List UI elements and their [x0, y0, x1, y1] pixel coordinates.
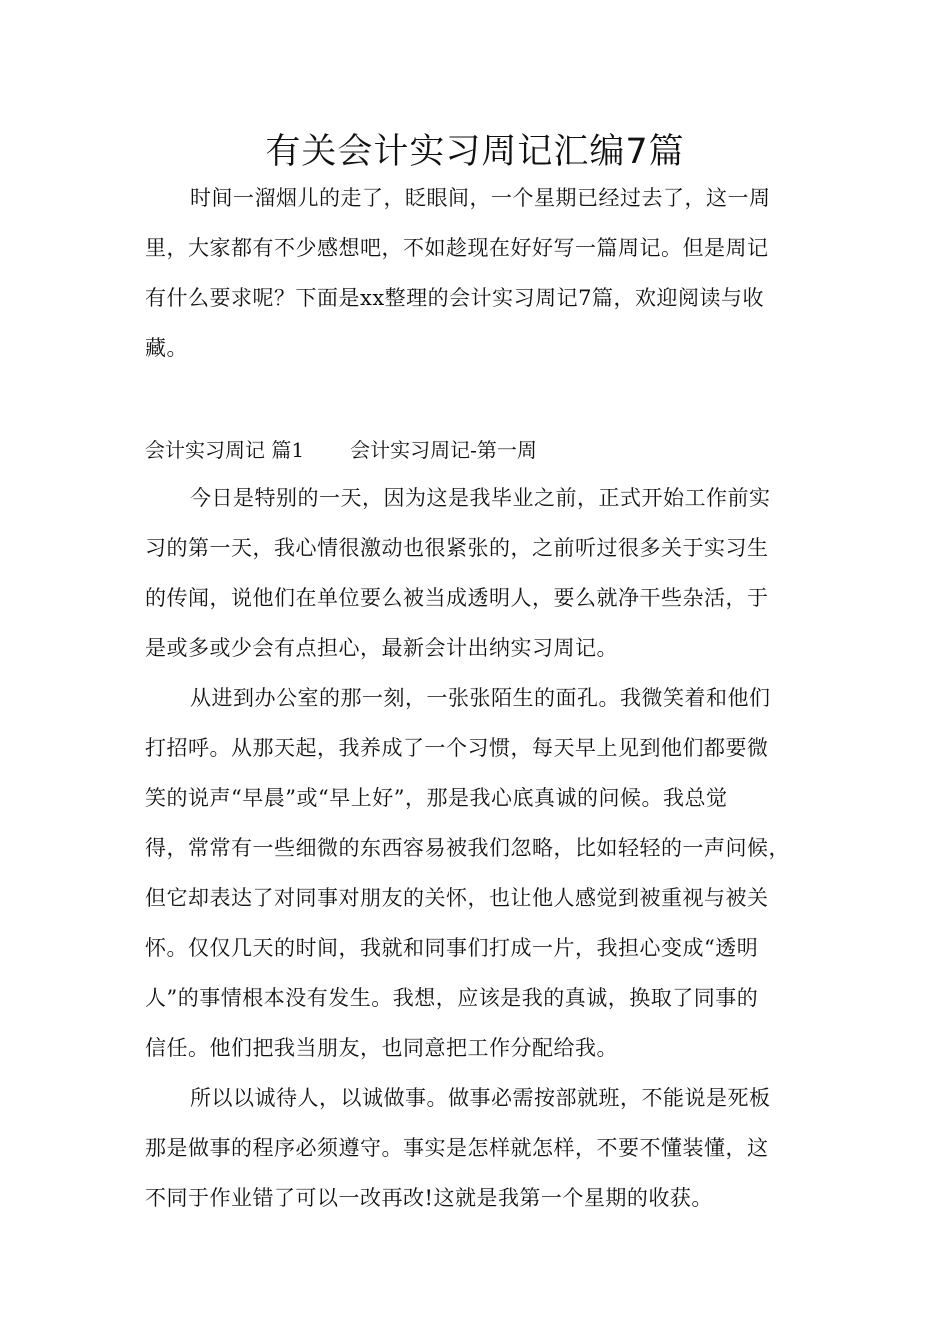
paragraph-line: 笑的说声“早晨”或“早上好”，那是我心底真诚的问候。我总觉: [145, 786, 728, 810]
intro-line: 里，大家都有不少感想吧，不如趁现在好好写一篇周记。但是周记: [145, 236, 769, 260]
paragraph-line: 得，常常有一些细微的东西容易被我们忽略，比如轻轻的一声问候，: [145, 836, 790, 860]
paragraph-line: 那是做事的程序必须遵守。事实是怎样就怎样，不要不懂装懂，这: [145, 1136, 769, 1160]
paragraph-line: 打招呼。从那天起，我养成了一个习惯，每天早上见到他们都要微: [145, 736, 769, 760]
paragraph-line: 今日是特别的一天，因为这是我毕业之前，正式开始工作前实: [190, 486, 771, 510]
intro-line: 藏。: [145, 336, 188, 360]
section-heading-subtitle: 会计实习周记-第一周: [350, 438, 537, 462]
paragraph-line: 怀。仅仅几天的时间，我就和同事们打成一片，我担心变成“透明: [145, 936, 759, 960]
document-title: 有关会计实习周记汇编7篇: [265, 132, 685, 172]
paragraph-line: 是或多或少会有点担心，最新会计出纳实习周记。: [145, 636, 618, 660]
section-heading-label: 会计实习周记 篇1: [145, 438, 305, 462]
paragraph-line: 从进到办公室的那一刻，一张张陌生的面孔。我微笑着和他们: [190, 686, 771, 710]
paragraph-line: 不同于作业错了可以一改再改!这就是我第一个星期的收获。: [145, 1186, 713, 1210]
intro-line: 时间一溜烟儿的走了，眨眼间，一个星期已经过去了，这一周: [190, 186, 771, 210]
intro-line: 有什么要求呢？下面是xx整理的会计实习周记7篇，欢迎阅读与收: [145, 286, 765, 310]
paragraph-line: 习的第一天，我心情很激动也很紧张的，之前听过很多关于实习生: [145, 536, 769, 560]
paragraph-line: 所以以诚待人，以诚做事。做事必需按部就班，不能说是死板: [190, 1086, 771, 1110]
paragraph-line: 的传闻，说他们在单位要么被当成透明人，要么就净干些杂活，于: [145, 586, 769, 610]
paragraph-line: 人”的事情根本没有发生。我想，应该是我的真诚，换取了同事的: [145, 986, 759, 1010]
paragraph-line: 信任。他们把我当朋友，也同意把工作分配给我。: [145, 1036, 618, 1060]
paragraph-line: 但它却表达了对同事对朋友的关怀，也让他人感觉到被重视与被关: [145, 886, 769, 910]
section-heading: [145, 435, 537, 465]
